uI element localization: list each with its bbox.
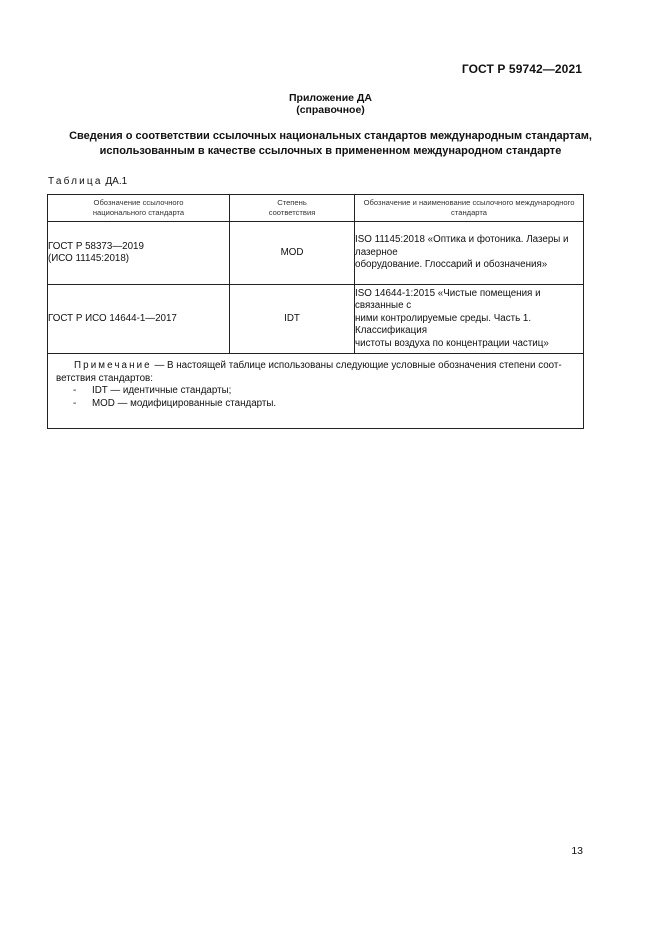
section-title — [48, 129, 613, 158]
reference-standards-table — [47, 194, 584, 429]
appendix-subtitle: (справочное) — [296, 104, 365, 116]
table-caption-word: Таблица — [48, 176, 103, 187]
header-degree: Степень соответствия — [230, 195, 355, 222]
page-number: 13 — [571, 845, 583, 857]
appendix-heading — [0, 92, 661, 116]
cell-national-standard: ГОСТ Р ИСО 14644-1—2017 — [48, 285, 230, 354]
section-title-line-2: использованным в качестве ссылочных в примененном международном стандарте — [99, 144, 562, 157]
header-national-standard: Обозначение ссылочного национального стандарта — [48, 195, 230, 222]
note-line-1: Примечание — В настоящей таблице использованы следующие условные обозначения степени соот- — [74, 360, 562, 371]
table-row — [48, 222, 584, 285]
cell-degree: IDT — [230, 285, 355, 354]
cell-international-standard: ISO 14644-1:2015 «Чистые помещения и связанные с ними контролируемые среды. Часть 1. Классификация чистоты воздуха по концентрации частиц» — [355, 285, 584, 354]
note-line-2: ветствия стандартов: — [56, 372, 153, 384]
cell-international-standard: ISO 11145:2018 «Оптика и фотоника. Лазеры и лазерное оборудование. Глоссарий и обозначения» — [355, 222, 584, 285]
note-item: - MOD — модифицированные стандарты. — [56, 398, 575, 411]
appendix-title: Приложение ДА — [289, 92, 372, 104]
table-note — [48, 354, 584, 429]
bullet-dash: - — [73, 397, 77, 409]
note-item: - IDT — идентичные стандарты; — [56, 385, 575, 398]
section-title-line-1: Сведения о соответствии ссылочных национальных стандартов международным стандартам, — [69, 130, 592, 142]
table-header-row — [48, 195, 584, 222]
bullet-dash: - — [73, 385, 77, 396]
document-number: ГОСТ Р 59742—2021 — [461, 62, 582, 76]
header-international-standard: Обозначение и наименование ссылочного международного стандарта — [355, 195, 584, 222]
table-row — [48, 285, 584, 354]
note-label: Примечание — [74, 360, 152, 371]
table-caption-id: ДА.1 — [105, 176, 128, 187]
table-note-row — [48, 354, 584, 429]
table-caption — [48, 176, 127, 187]
cell-national-standard: ГОСТ Р 58373—2019 (ИСО 11145:2018) — [48, 222, 230, 285]
cell-degree: MOD — [230, 222, 355, 285]
